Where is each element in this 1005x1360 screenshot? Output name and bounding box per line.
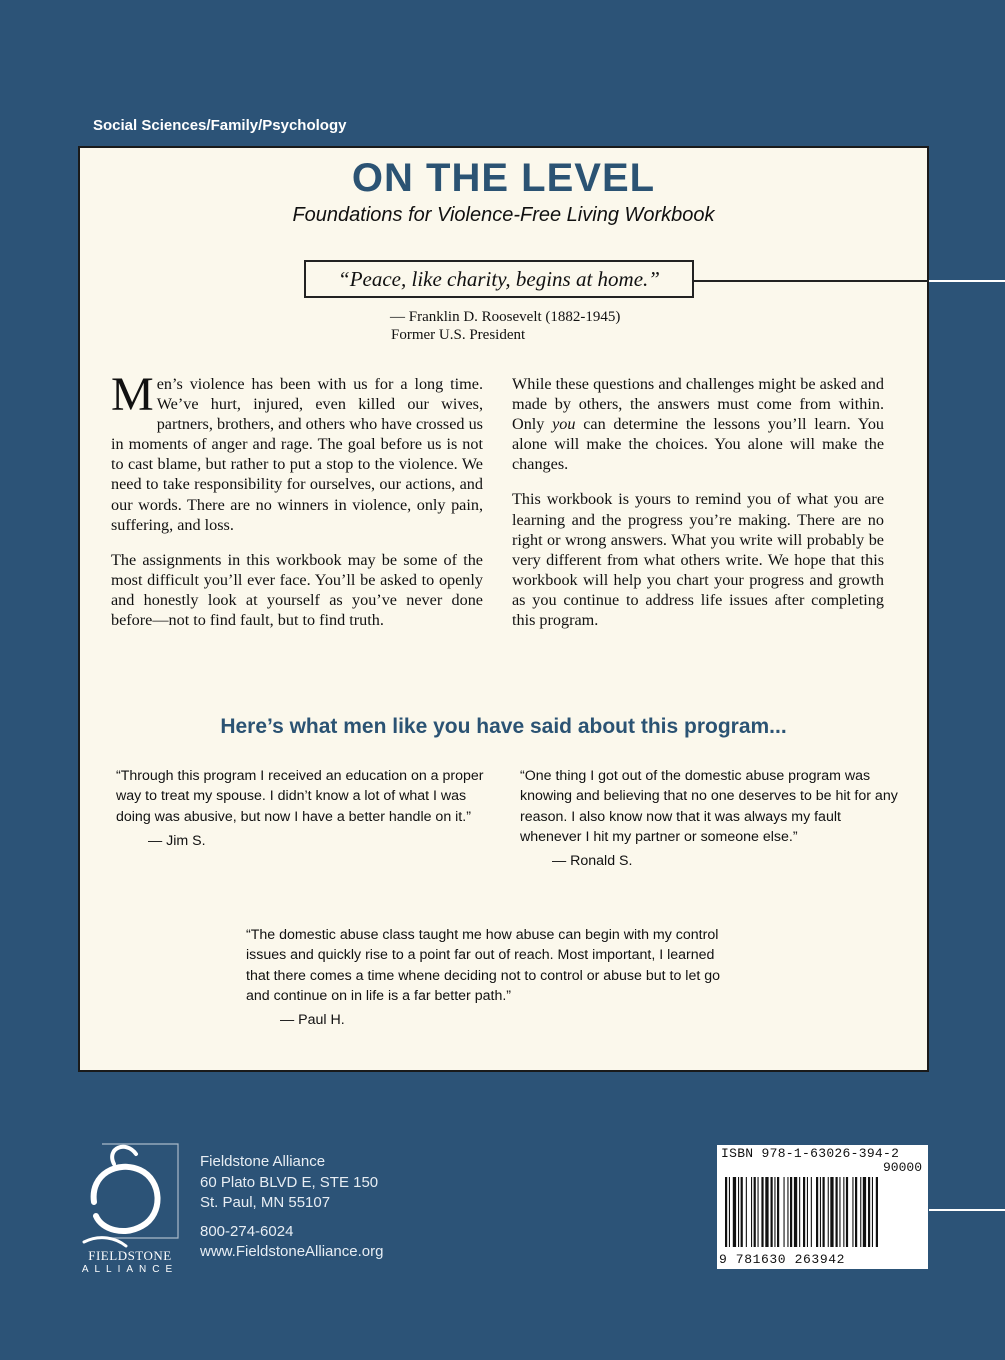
paragraph-text: en’s violence has been with us for a long time. We’ve hurt, injured, even killed our wives, partners, brothers, and others who have crossed us in moments of anger and rage. The goal before us is not to cast blame, but rather to put a stop to the violence. We need to take responsibility for ourselves, our actions, and our words. There are no winners in violence, only pain, suffering, and loss.: [111, 375, 483, 534]
barcode-bar: [863, 1177, 866, 1247]
content-panel: [78, 146, 929, 1072]
isbn-barcode: [717, 1145, 928, 1269]
testimonial-text: “Through this program I received an education on a proper way to treat my spouse. I didn’t know a lot of what I was doing was abusive, but now I have a better handle on it.”: [116, 768, 484, 825]
barcode-bar: [839, 1177, 840, 1247]
testimonial: [116, 766, 486, 851]
drop-cap: M: [111, 368, 154, 421]
barcode-bar: [860, 1177, 861, 1247]
testimonial-author: — Jim S.: [148, 832, 206, 849]
emphasis-text: you: [552, 415, 576, 434]
testimonial-text: “The domestic abuse class taught me how abuse can begin with my control issues and quickly rise to a point far out of reach. Most important, I learned that there comes a time whene deciding not to control or abuse but to let go and continue on in life is a far better path.”: [246, 927, 720, 1004]
publisher-info: [200, 1152, 383, 1263]
barcode-bar: [754, 1177, 756, 1247]
publisher-website[interactable]: www.FieldstoneAlliance.org: [200, 1243, 384, 1260]
barcode-bar: [761, 1177, 763, 1247]
paragraph-text: While these questions and challenges might be asked and made by others, the answers must come from within. Only: [512, 375, 884, 434]
book-title: ON THE LEVEL: [351, 156, 656, 200]
testimonial: [520, 766, 900, 871]
isbn-text: ISBN 978-1-63026-394-2: [721, 1146, 900, 1161]
publisher-name: Fieldstone Alliance: [200, 1153, 326, 1170]
body-paragraph: [111, 368, 483, 535]
testimonial-author: — Paul H.: [280, 1012, 345, 1029]
ean-digits: 9 781630 263942: [719, 1252, 846, 1267]
barcode-bar: [799, 1177, 800, 1247]
barcode-bar: [794, 1177, 797, 1247]
book-subtitle: Foundations for Violence-Free Living Workbook: [292, 204, 715, 226]
price-addon-text: 90000: [882, 1160, 922, 1175]
barcode-bar: [777, 1177, 779, 1247]
barcode-bar: [725, 1177, 727, 1247]
logo-wordmark: FIELDSTONE: [88, 1248, 172, 1263]
barcode-bar: [843, 1177, 844, 1247]
category-label: Social Sciences/Family/Psychology: [93, 117, 347, 134]
barcode-bar: [758, 1177, 759, 1247]
barcode-bar: [733, 1177, 736, 1247]
barcode-bar: [855, 1177, 857, 1247]
publisher-address-line1: 60 Plato BLVD E, STE 150: [200, 1173, 379, 1191]
barcode-bar: [790, 1177, 792, 1247]
barcode-bar: [741, 1177, 743, 1247]
testimonial: [246, 925, 726, 1030]
barcode-bar: [738, 1177, 739, 1247]
epigraph-attribution: [390, 308, 620, 344]
barcode-bar: [784, 1177, 785, 1247]
publisher-phone: 800-274-6024: [200, 1222, 294, 1240]
testimonials-heading: Here’s what men like you have said about this program...: [220, 715, 787, 738]
barcode-bar: [846, 1177, 848, 1247]
logo-subtitle: ALLIANCE: [81, 1264, 179, 1275]
barcode-bar: [828, 1177, 829, 1247]
barcode-bar: [820, 1177, 821, 1247]
barcode-bar: [823, 1177, 825, 1247]
barcode-bar: [876, 1177, 878, 1247]
body-column-right: [512, 374, 884, 645]
epigraph-quote: “Peace, like charity, begins at home.”: [304, 260, 694, 298]
barcode-bar: [807, 1177, 808, 1247]
barcode-bar: [729, 1177, 730, 1247]
barcode-bar: [746, 1177, 747, 1247]
barcode-bar: [771, 1177, 773, 1247]
barcode-bar: [774, 1177, 775, 1247]
edge-line: [929, 280, 1005, 282]
barcode-bar: [751, 1177, 752, 1247]
barcode-bar: [803, 1177, 805, 1247]
testimonial-author: — Ronald S.: [552, 853, 633, 870]
barcode-bar: [816, 1177, 818, 1247]
barcode-bar: [811, 1177, 812, 1247]
attribution-role: Former U.S. President: [391, 327, 526, 343]
barcode-bar: [765, 1177, 768, 1247]
edge-line: [929, 1209, 1005, 1211]
publisher-address-line2: St. Paul, MN 55107: [200, 1194, 331, 1211]
body-column-left: [111, 368, 483, 645]
barcode-bar: [868, 1177, 870, 1247]
barcode-bar: [852, 1177, 853, 1247]
body-paragraph: This workbook is yours to remind you of what you are learning and the progress you’re making. There are no right or wrong answers. What you write will probably be very different from what others write. We hope that this workbook will help you chart your progress and growth as you continue to address life issues after completing this program.: [512, 490, 884, 630]
barcode-bar: [787, 1177, 788, 1247]
body-paragraph: The assignments in this workbook may be some of the most difficult you’ll ever face. You’ll be asked to openly and honestly look at yourself as you’ve never done before—not to find fault, but to find truth.: [111, 550, 483, 630]
attribution-name: — Franklin D. Roosevelt (1882-1945): [390, 309, 621, 325]
barcode-bars: [725, 1177, 923, 1247]
testimonial-text: “One thing I got out of the domestic abuse program was knowing and believing that no one deserves to be hit for any reason. I also know now that it was always my fault whenever I hit my partner or someone else.”: [520, 768, 898, 845]
body-paragraph: [512, 374, 884, 474]
barcode-bar: [830, 1177, 833, 1247]
barcode-bar: [872, 1177, 873, 1247]
paragraph-text: can determine the lessons you’ll learn. You alone will make the choices. You alone will make the changes.: [512, 415, 885, 474]
barcode-bar: [836, 1177, 838, 1247]
